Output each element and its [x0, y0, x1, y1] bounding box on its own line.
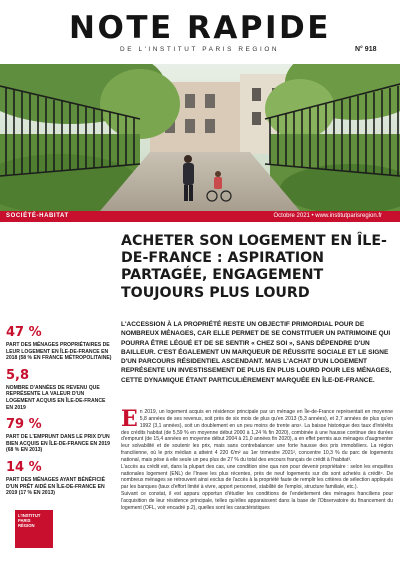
logo-line: RÉGION [18, 523, 35, 529]
key-figure [6, 418, 112, 454]
key-figure [6, 369, 112, 411]
key-figure-value: 5,8 [6, 367, 30, 383]
key-figures [6, 326, 112, 504]
body-paragraph: L'accès au crédit est, dans la plupart des cas, une condition sine qua non pour devenir propriétaire : selon les enquêtes nationales logement (ENL) de l'Insee les plus récentes, près de neuf logements sur dix sont achetés à crédit⁴. De nombreux ménages se retrouvent ainsi exclus de l'accès à la propriété faute de remplir les critères de sélection appliqués par les banques (taux d'effort limité à vivre, apport personnel, stabilité de l'emploi, structure familiale, etc.). [121, 463, 393, 491]
body-paragraph: Suivant ce constat, il est apparu opportun d'étudier les conditions de l'endettement des ménages franciliens pour l'acquisition de leur résidence principale, telles qu'elles apparaissent dans la base de l'Observatoire du financement du logement (OFL, voir encadré p.2), quelles sont les caractéristiques [121, 491, 393, 511]
key-figure-caption: PART DE L'EMPRUNT DANS LE PRIX D'UN BIEN ACQUIS EN ÎLE-DE-FRANCE EN 2019 (68 % EN 2013) [6, 434, 110, 454]
logo-line: PARIS [18, 518, 31, 524]
date-and-website[interactable]: Octobre 2021 • www.institutparisregion.fr [273, 213, 382, 219]
section-band [0, 211, 400, 222]
issue-number: N° 918 [355, 46, 377, 53]
publication-subtitle: DE L'INSTITUT PARIS REGION [120, 46, 280, 53]
key-figure-caption: PART DES MÉNAGES AYANT BÉNÉFICIÉ D'UN PRÊT AIDÉ EN ÎLE-DE-FRANCE EN 2019 (17 % EN 2013) [6, 476, 105, 497]
section-rubric: SOCIÉTÉ-HABITAT [6, 213, 69, 219]
logo-line: L'INSTITUT [18, 513, 41, 518]
body-paragraph-text: n 2019, un logement acquis en résidence principale par un ménage en Île-de-France représentait en moyenne 5,8 années de ses revenus, soit près de six mois de plus qu'en 2013 (5,3 années), et 2,7 années de plus qu'en 1992 (3,1 années), soit un doublement en un peu moins de trente ans¹. La baisse historique des taux d'intérêts des crédits habitat (de 5,59 % en moyenne début 2000 à 1,24 % fin 2020), combinée à une hausse continue des durées d'emprunt (de 15,4 années en moyenne début 2004 à 21,0 années fin 2020), a en effet permis aux ménages d'augmenter leur solvabilité et de soutenir les prix, mais sans contrebalancer une forte hausse des prix immobiliers. La région francilienne, où le prix médian a atteint 4 220 €/m² au 1er trimestre 2021², concentre 10,3 % du parc de logements national, mais pèse à elle seule un peu plus de 27 % du total des encours français de crédit à l'habitat³. [121, 409, 393, 463]
key-figure-value: 47 % [6, 325, 42, 340]
publication-title: NOTE RAPIDE [69, 10, 331, 46]
article-body [121, 406, 393, 512]
key-figure [6, 461, 112, 497]
key-figure-caption: PART DES MÉNAGES PROPRIÉTAIRES DE LEUR LOGEMENT EN ÎLE-DE-FRANCE EN 2018 (58 % EN FRANCE MÉTROPOLITAINE) [6, 342, 112, 362]
cover-photo [0, 64, 400, 211]
key-figure-value: 79 % [6, 417, 42, 433]
key-figure-caption: NOMBRE D'ANNÉES DE REVENU QUE REPRÉSENTE LA VALEUR D'UN LOGEMENT ACQUIS EN ÎLE-DE-FRANCE EN 2019 [6, 384, 106, 411]
article-lead: L'ACCESSION À LA PROPRIÉTÉ RESTE UN OBJECTIF PRIMORDIAL POUR DE NOMBREUX MÉNAGES, CAR ELLE PERMET DE SE CONSTITUER UN PATRIMOINE QUI POURRA ÊTRE LÉGUÉ ET DE SE SENTIR « CHEZ SOI », SANS DÉPENDRE D'UN BAILLEUR. C'EST ÉGALEMENT UN MARQUEUR DE RÉUSSITE SOCIALE ET LE SIGNE D'UN PARCOURS RÉSIDENTIEL ASCENDANT. MAIS L'ACHAT D'UN LOGEMENT REPRÉSENTE UN INVESTISSEMENT DE PLUS EN PLUS LOURD POUR LES MÉNAGES, CETTE DYNAMIQUE ÉTANT PARTICULIÈREMENT MARQUÉE EN ÎLE-DE-FRANCE. [121, 321, 392, 384]
drop-cap: E [121, 406, 138, 432]
article-title: ACHETER SON LOGEMENT EN ÎLE-DE-FRANCE : ASPIRATION PARTAGÉE, ENGAGEMENT TOUJOURS PLUS LOURD [121, 233, 387, 301]
body-paragraph [121, 406, 393, 464]
key-figure-value: 14 % [6, 459, 42, 475]
masthead [0, 0, 400, 64]
institut-paris-region-logo [15, 510, 53, 548]
key-figure [6, 326, 112, 362]
